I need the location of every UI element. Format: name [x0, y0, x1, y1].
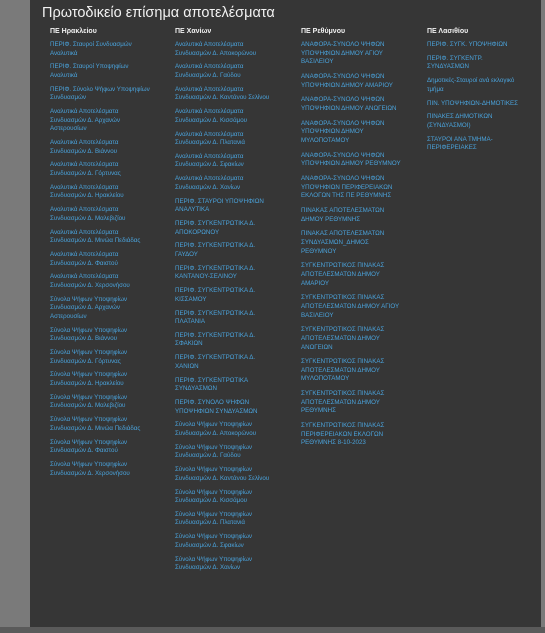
result-link[interactable]: Σύνολα Ψήφων Υποψηφίων Συνδυασμών Δ. Γόρτυνας [50, 349, 127, 365]
result-link[interactable]: Σύνολα Ψήφων Υποψηφίων Συνδυασμών Δ. Βιάννου [50, 326, 127, 343]
column-heading: ΠΕ Λασιθίου [427, 28, 469, 35]
result-link[interactable]: ΠΕΡΙΦ. ΣΥΓΚ. ΥΠΟΨΗΦΙΩΝ [427, 41, 508, 48]
result-link[interactable]: ΣΥΓΚΕΝΤΡΩΤΙΚΟΣ ΠΙΝΑΚΑΣ ΑΠΟΤΕΛΕΣΜΑΤΩΝ ΔΗΜΟΥ ΑΓΙΟΥ ΒΑΣΙΛΕΙΟΥ [301, 294, 400, 319]
result-link[interactable]: ΑΝΑΦΟΡΑ-ΣΥΝΟΛΟ ΨΗΦΩΝ ΥΠΟΨΗΦΙΩΝ ΔΗΜΟΥ ΜΥΛΟΠΟΤΑΜΟΥ [301, 119, 385, 144]
window-bottom-edge [0, 627, 545, 633]
result-link[interactable]: Αναλυτικά Αποτελέσματα Συνδυασμών Δ. Ηρακλείου [50, 183, 124, 200]
result-link[interactable]: ΣΥΓΚΕΝΤΡΩΤΙΚΟΣ ΠΙΝΑΚΑΣ ΑΠΟΤΕΛΕΣΜΑΤΩΝ ΔΗΜΟΥ ΑΝΩΓΕΙΩΝ [301, 326, 385, 351]
result-link[interactable]: Αναλυτικά Αποτελέσματα Συνδυασμών Δ. Σφακίων [175, 152, 244, 169]
result-link[interactable]: ΠΕΡΙΦ. Σταυροί Συνδυασμών Αναλυτικά [50, 41, 132, 57]
result-link[interactable]: ΠΕΡΙΦ. ΣΥΓΚΕΝΤΡΩΤΙΚΑ Δ. ΚΙΣΣΑΜΟΥ [175, 287, 256, 303]
result-link[interactable]: ΑΝΑΦΟΡΑ-ΣΥΝΟΛΟ ΨΗΦΩΝ ΥΠΟΨΗΦΙΩΝ ΔΗΜΟΥ ΑΓΙΟΥ ΒΑΣΙΛΕΙΟΥ [301, 41, 385, 66]
result-link[interactable]: Σύνολα Ψήφων Υποψηφίων Συνδυασμών Δ. Σφακίων [175, 533, 252, 549]
link-list [427, 41, 523, 153]
result-link[interactable]: Σύνολα Ψήφων Υποψηφίων Συνδυασμών Δ. Πλατανιά [175, 510, 252, 527]
result-link[interactable]: Αναλυτικά Αποτελέσματα Συνδυασμών Δ. Γόρτυνας [50, 161, 121, 178]
result-link[interactable]: ΠΕΡΙΦ. ΣΥΓΚΕΝΤΡΩΤΙΚΑ Δ. ΑΠΟΚΟΡΩΝΟΥ [175, 220, 256, 236]
column-heading: ΠΕ Ρεθύμνου [301, 28, 346, 35]
column-rethymno [301, 27, 401, 454]
result-link[interactable]: ΠΕΡΙΦ. ΣΥΓΚΕΝΤΡΩΤΙΚΑ Δ. ΓΑΥΔΟΥ [175, 242, 256, 258]
result-link[interactable]: ΠΕΡΙΦ. ΣΥΓΚΕΝΤΡΩΤΙΚΑ Δ. ΚΑΝΤΑΝΟΥ-ΣΕΛΙΝΟΥ [175, 264, 256, 281]
result-link[interactable]: Σύνολα Ψήφων Υποψηφίων Συνδυασμών Δ. Γαύδου [175, 443, 252, 460]
column-heraklion [50, 27, 150, 483]
link-list [50, 41, 150, 478]
link-list [175, 41, 275, 573]
result-link[interactable]: Σύνολα Ψήφων Υποψηφίων Συνδυασμών Δ. Αρχανών Αστερουσίων [50, 295, 127, 320]
result-link[interactable]: ΠΕΡΙΦ. ΣΤΑΥΡΟΙ ΥΠΟΨΗΦΙΩΝ ΑΝΑΛΥΤΙΚΑ [175, 197, 264, 214]
result-link[interactable]: Αναλυτικά Αποτελέσματα Συνδυασμών Δ. Αρχανών Αστερουσίων [50, 108, 120, 133]
result-link[interactable]: ΑΝΑΦΟΡΑ-ΣΥΝΟΛΟ ΨΗΦΩΝ ΥΠΟΨΗΦΙΩΝ ΔΗΜΟΥ ΡΕΘΥΜΝΟΥ [301, 151, 401, 168]
result-link[interactable]: ΠΕΡΙΦ. ΣΥΓΚΕΝΤΡΩΤΙΚΑ Δ. ΣΦΑΚΙΩΝ [175, 331, 256, 348]
result-link[interactable]: ΠΙΝΑΚΑΣ ΑΠΟΤΕΛΕΣΜΑΤΩΝ ΔΗΜΟΥ ΡΕΘΥΜΝΗΣ [301, 207, 385, 223]
result-link[interactable]: Σύνολα Ψήφων Υποψηφίων Συνδυασμών Δ. Μινώα Πεδιάδας [50, 416, 141, 432]
result-link[interactable]: ΣΥΓΚΕΝΤΡΩΤΙΚΟΣ ΠΙΝΑΚΑΣ ΠΕΡΙΦΕΡΕΙΑΚΩΝ ΕΚΛΟΓΩΝ ΡΕΘΥΜΝΗΣ 8-10-2023 [301, 422, 385, 447]
column-chania [175, 27, 275, 578]
result-link[interactable]: Αναλυτικά Αποτελέσματα Συνδυασμών Δ. Καντάνου Σελίνου [175, 85, 270, 102]
result-link[interactable]: Αναλυτικά Αποτελέσματα Συνδυασμών Δ. Χανίων [175, 175, 244, 191]
result-link[interactable]: Σύνολα Ψήφων Υποψηφίων Συνδυασμών Δ. Χερσονήσου [50, 460, 130, 477]
result-link[interactable]: ΠΕΡΙΦ. ΣΥΓΚΕΝΤΡΩΤΙΚΑ ΣΥΝΔΥΑΣΜΩΝ [175, 376, 248, 393]
result-link[interactable]: ΑΝΑΦΟΡΑ-ΣΥΝΟΛΟ ΨΗΦΩΝ ΥΠΟΨΗΦΙΩΝ ΔΗΜΟΥ ΑΜΑΡΙΟΥ [301, 72, 393, 89]
result-link[interactable]: Αναλυτικά Αποτελέσματα Συνδυασμών Δ. Μαλεβιζίου [50, 206, 126, 222]
result-link[interactable]: Σύνολα Ψήφων Υποψηφίων Συνδυασμών Δ. Καντάνου Σελίνου [175, 466, 270, 482]
result-link[interactable]: Σύνολα Ψήφων Υποψηφίων Συνδυασμών Δ. Μαλεβιζίου [50, 393, 127, 410]
result-link[interactable]: Αναλυτικά Αποτελέσματα Συνδυασμών Δ. Αποκορώνου [175, 41, 257, 57]
result-link[interactable]: ΠΙΝ. ΥΠΟΨΗΦΙΩΝ-ΔΗΜΟΤΙΚΕΣ [427, 99, 518, 107]
result-link[interactable]: ΠΕΡΙΦ. Σταυροί Υποψηφίων Αναλυτικά [50, 63, 129, 79]
result-link[interactable]: Σύνολα Ψήφων Υποψηφίων Συνδυασμών Δ. Αποκορώνου [175, 421, 257, 437]
result-link[interactable]: Αναλυτικά Αποτελέσματα Συνδυασμών Δ. Μινώα Πεδιάδας [50, 228, 141, 245]
link-list [301, 41, 401, 448]
result-link[interactable]: Αναλυτικά Αποτελέσματα Συνδυασμών Δ. Κισσάμου [175, 108, 248, 124]
result-link[interactable]: Αναλυτικά Αποτελέσματα Συνδυασμών Δ. Φαιστού [50, 250, 119, 267]
result-link[interactable]: Αναλυτικά Αποτελέσματα Συνδυασμών Δ. Βιάννου [50, 139, 119, 155]
result-link[interactable]: ΠΕΡΙΦ. ΣΥΓΚΕΝΤΡΩΤΙΚΑ Δ. ΧΑΝΙΩΝ [175, 354, 256, 370]
result-link[interactable]: ΠΕΡΙΦ. ΣΥΓΚΕΝΤΡΩΤΙΚΑ Δ. ΠΛΑΤΑΝΙΑ [175, 309, 256, 326]
results-panel [30, 0, 541, 627]
result-link[interactable]: Σύνολα Ψήφων Υποψηφίων Συνδυασμών Δ. Κισσάμου [175, 488, 252, 505]
result-link[interactable]: ΣΥΓΚΕΝΤΡΩΤΙΚΟΣ ΠΙΝΑΚΑΣ ΑΠΟΤΕΛΕΣΜΑΤΩΝ ΔΗΜΟΥ ΑΜΑΡΙΟΥ [301, 262, 385, 287]
result-link[interactable]: ΠΕΡΙΦ. Σύνολο Ψήφων Υποψηφίων Συνδυασμών [50, 85, 150, 102]
column-lasithi [427, 27, 523, 158]
result-link[interactable]: Αναλυτικά Αποτελέσματα Συνδυασμών Δ. Χερσονήσου [50, 273, 130, 289]
result-link[interactable]: ΠΙΝΑΚΑΣ ΑΠΟΤΕΛΕΣΜΑΤΩΝ ΣΥΝΔΥΑΣΜΩΝ_ΔΗΜΟΣ ΡΕΘΥΜΝΟΥ [301, 230, 385, 255]
result-link[interactable]: Σύνολα Ψήφων Υποψηφίων Συνδυασμών Δ. Ηρακλείου [50, 371, 127, 388]
result-link[interactable]: ΣΥΓΚΕΝΤΡΩΤΙΚΟΣ ΠΙΝΑΚΑΣ ΑΠΟΤΕΛΕΣΜΑΤΩΝ ΔΗΜΟΥ ΜΥΛΟΠΟΤΑΜΟΥ [301, 358, 385, 383]
result-link[interactable]: ΑΝΑΦΟΡΑ-ΣΥΝΟΛΟ ΨΗΦΩΝ ΥΠΟΨΗΦΙΩΝ ΔΗΜΟΥ ΑΝΩΓΕΙΩΝ [301, 96, 397, 112]
result-link[interactable]: Αναλυτικά Αποτελέσματα Συνδυασμών Δ. Γαύδου [175, 63, 244, 79]
result-link[interactable]: ΑΝΑΦΟΡΑ-ΣΥΝΟΛΟ ΨΗΦΩΝ ΥΠΟΨΗΦΙΩΝ ΠΕΡΙΦΕΡΕΙΑΚΩΝ ΕΚΛΟΓΩΝ ΤΗΣ ΠΕ ΡΕΘΥΜΝΗΣ [301, 175, 393, 200]
result-link[interactable]: Σύνολα Ψήφων Υποψηφίων Συνδυασμών Δ. Χανίων [175, 555, 252, 572]
result-link[interactable]: ΣΥΓΚΕΝΤΡΩΤΙΚΟΣ ΠΙΝΑΚΑΣ ΑΠΟΤΕΛΕΣΜΑΤΩΝ ΔΗΜΟΥ ΡΕΘΥΜΝΗΣ [301, 390, 385, 415]
column-heading: ΠΕ Χανίων [175, 28, 212, 35]
result-link[interactable]: Δημοτικές-Σταυροί ανά εκλογικό τμήμα [427, 77, 515, 93]
column-heading: ΠΕ Ηρακλείου [50, 28, 97, 35]
result-link[interactable]: ΠΙΝΑΚΕΣ ΔΗΜΟΤΙΚΩΝ (ΣΥΝΔΥΑΣΜΟΙ) [427, 113, 493, 129]
result-link[interactable]: Αναλυτικά Αποτελέσματα Συνδυασμών Δ. Πλατανιά [175, 130, 245, 147]
result-link[interactable]: ΠΕΡΙΦ. ΣΥΝΟΛΟ ΨΗΦΩΝ ΥΠΟΨΗΦΙΩΝ ΣΥΝΔΥΑΣΜΩΝ [175, 399, 258, 415]
result-link[interactable]: Σύνολα Ψήφων Υποψηφίων Συνδυασμών Δ. Φαιστού [50, 438, 127, 455]
result-link[interactable]: ΠΕΡΙΦ. ΣΥΓΚΕΝΤΡ. ΣΥΝΔΥΑΣΜΩΝ [427, 54, 483, 71]
page-title: Πρωτοδικείο επίσημα αποτελέσματα [42, 5, 275, 21]
result-link[interactable]: ΣΤΑΥΡΟΙ ΑΝΑ ΤΜΗΜΑ-ΠΕΡΙΦΕΡΕΙΑΚΕΣ [427, 135, 493, 152]
